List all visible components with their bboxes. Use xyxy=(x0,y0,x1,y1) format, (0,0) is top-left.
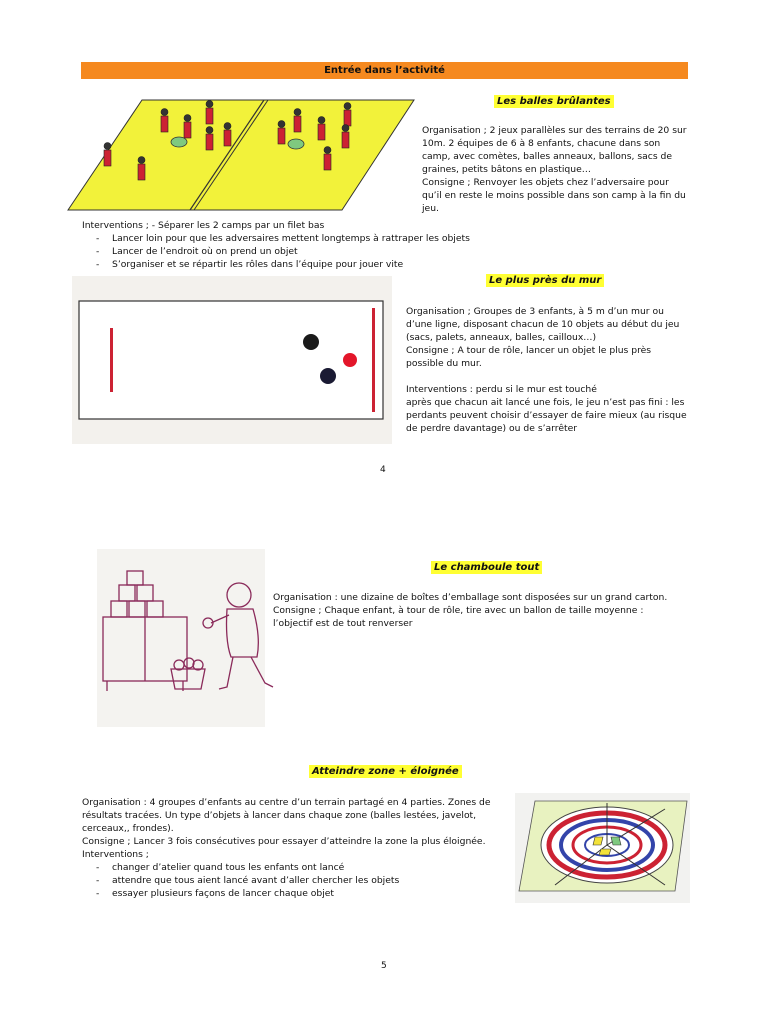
plus-pres-du-mur-interventions-detail: après que chacun ait lancé une fois, le jeu n’est pas fini : les perdants peuvent choisir d’essayer de faire mieux (au risque de perdre davantage) ou de s’arrêter xyxy=(406,397,687,434)
page-number: 5 xyxy=(381,961,387,971)
chamboule-tout-consigne: Consigne ; Chaque enfant, à tour de rôle, tire avec un ballon de taille moyenne : l’objectif est de tout renverser xyxy=(273,605,644,629)
section-title-balles-brulantes: Les balles brûlantes xyxy=(494,95,614,108)
section-title-plus-pres-du-mur: Le plus près du mur xyxy=(486,274,604,287)
atteindre-zone-interventions-label: Interventions ; xyxy=(82,849,149,860)
balles-brulantes-description xyxy=(422,124,688,215)
plus-pres-du-mur-organisation: Organisation ; Groupes de 3 enfants, à 5 m d’un mur ou d’une ligne, disposant chacun de 10 objets au début du jeu (sacs, palets, anneaux, balles, cailloux…) xyxy=(406,306,680,343)
balles-brulantes-organisation: Organisation ; 2 jeux parallèles sur des terrains de 20 sur 10m. 2 équipes de 6 à 8 enfants, chacune dans son camp, avec comètes, balles anneaux, ballons, sacs de graines, petits bâtons en plastique… xyxy=(422,125,687,175)
list-item: - Lancer loin pour que les adversaires mettent longtemps à rattraper les objets xyxy=(82,232,642,245)
chamboule-tout-organisation: Organisation : une dizaine de boîtes d’emballage sont disposées sur un grand carton. xyxy=(273,592,668,603)
balles-brulantes-interventions-label: Interventions ; - Séparer les 2 camps par un filet bas xyxy=(82,220,325,231)
section-title-atteindre-zone: Atteindre zone + éloignée xyxy=(309,765,462,778)
section-title-chamboule-tout: Le chamboule tout xyxy=(431,561,542,574)
chamboule-tout-description xyxy=(273,591,683,630)
list-item: - changer d’atelier quand tous les enfants ont lancé xyxy=(82,861,502,874)
list-item: - S’organiser et se répartir les rôles dans l’équipe pour jouer vite xyxy=(82,258,642,271)
list-item: - Lancer de l’endroit où on prend un objet xyxy=(82,245,642,258)
page-number: 4 xyxy=(380,465,386,475)
section-banner: Entrée dans l’activité xyxy=(81,62,688,79)
balles-brulantes-illustration xyxy=(66,98,416,212)
balles-brulantes-interventions xyxy=(82,219,642,271)
atteindre-zone-interventions-list xyxy=(82,861,502,900)
balles-brulantes-consigne: Consigne ; Renvoyer les objets chez l’adversaire pour qu’il en reste le moins possible dans son camp à la fin du jeu. xyxy=(422,177,686,214)
plus-pres-du-mur-description xyxy=(406,305,688,435)
plus-pres-du-mur-interventions: Interventions : perdu si le mur est touché xyxy=(406,384,597,395)
list-item: - essayer plusieurs façons de lancer chaque objet xyxy=(82,887,502,900)
balles-brulantes-interventions-list xyxy=(82,232,642,271)
atteindre-zone-description xyxy=(82,796,502,900)
plus-pres-du-mur-illustration xyxy=(78,300,384,420)
chamboule-tout-illustration xyxy=(97,557,287,707)
atteindre-zone-consigne: Consigne ; Lancer 3 fois consécutives pour essayer d’atteindre la zone la plus éloignée. xyxy=(82,836,486,847)
list-item: - attendre que tous aient lancé avant d’aller chercher les objets xyxy=(82,874,502,887)
atteindre-zone-organisation: Organisation : 4 groupes d’enfants au centre d’un terrain partagé en 4 parties. Zones de résultats tracées. Un type d’objets à lancer dans chaque zone (balles lestées, javelot, cerceaux,, frondes). xyxy=(82,797,491,834)
plus-pres-du-mur-consigne: Consigne ; A tour de rôle, lancer un objet le plus près possible du mur. xyxy=(406,345,652,369)
atteindre-zone-illustration xyxy=(515,793,690,903)
